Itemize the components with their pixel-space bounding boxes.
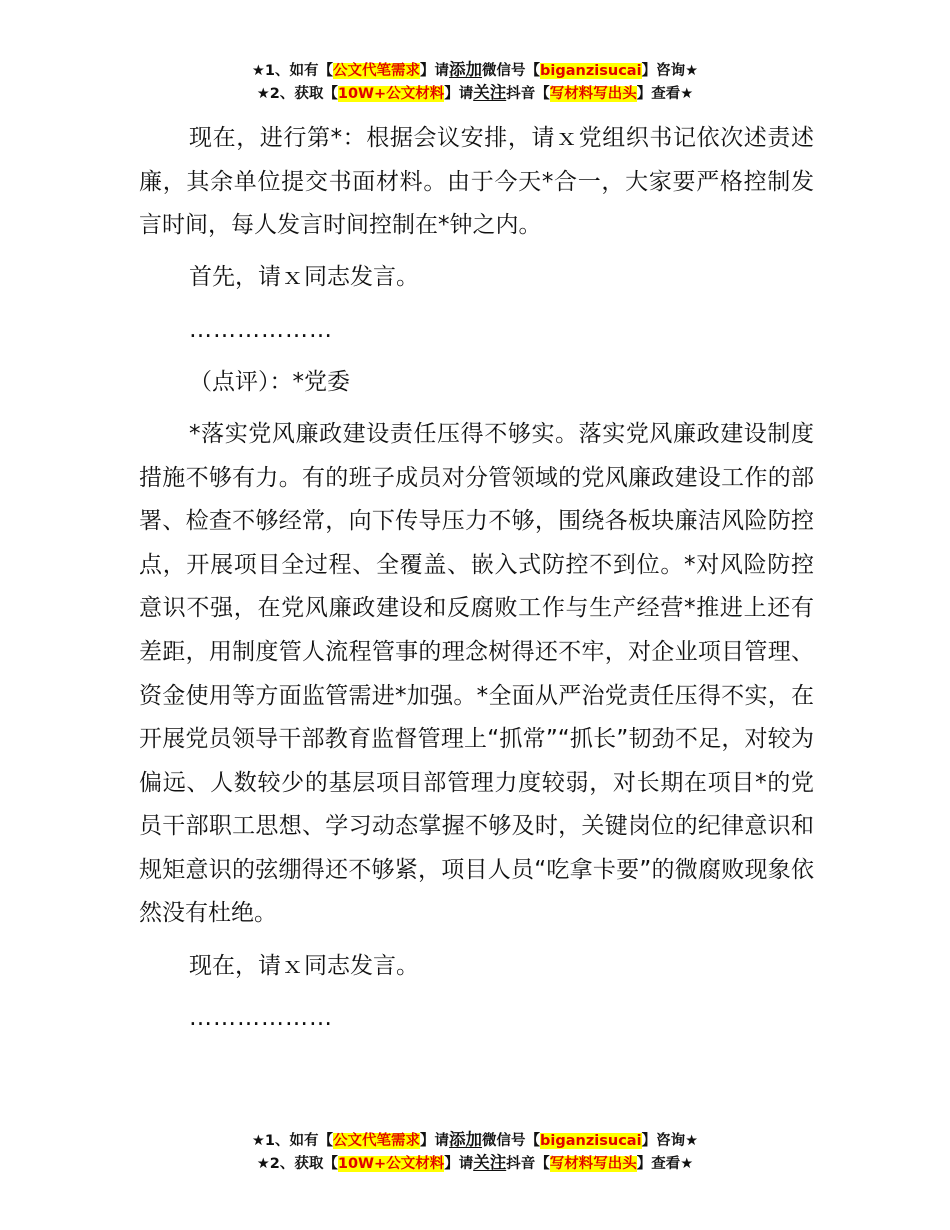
banner-text: 微信号【 xyxy=(482,63,541,79)
banner-text: 】请 xyxy=(420,63,450,79)
banner-douyin-id: 写材料写出头 xyxy=(549,1156,637,1172)
banner-text: ★2、获取【 xyxy=(256,1156,338,1172)
banner-text: 】查看★ xyxy=(636,1156,694,1172)
banner-highlight: 10W+公文材料 xyxy=(337,1156,445,1172)
header-banner xyxy=(0,59,950,105)
banner-text: 微信号【 xyxy=(482,1133,541,1149)
paragraph: 现在，进行第*：根据会议安排，请ｘ党组织书记依次述责述廉，其余单位提交书面材料。由于今天*合一，大家要严格控制发言时间，每人发言时间控制在*钟之内。 xyxy=(139,125,814,239)
banner-wechat-id: biganzisucai xyxy=(540,1133,642,1149)
banner-text: 】请 xyxy=(420,1133,450,1149)
banner-text: 抖音【 xyxy=(506,86,550,102)
banner-text: ★1、如有【 xyxy=(251,1133,334,1149)
banner-text: 】查看★ xyxy=(636,86,694,102)
paragraph: *落实党风廉政建设责任压得不够实。落实党风廉政建设制度措施不够有力。有的班子成员对分管领域的党风廉政建设工作的部署、检查不够经常，向下传导压力不够，围绕各板块廉洁风险防控点，开展项目全过程、全覆盖、嵌入式防控不到位。*对风险防控意识不强，在党风廉政建设和反腐败工作与生产经营*推进上还有差距，用制度管人流程管事的理念树得还不牢，对企业项目管理、资金使用等方面监管需进*加强。*全面从严治党责任压得不实，在开展党员领导干部教育监督管理上“抓常”“抓长”韧劲不足，对较为偏远、人数较少的基层项目部管理力度较弱，对长期在项目*的党员干部职工思想、学习动态掌握不够及时，关键岗位的纪律意识和规矩意识的弦绷得还不够紧，项目人员“吃拿卡要”的微腐败现象依然没有杜绝。 xyxy=(139,420,814,927)
ellipsis-line: ……………… xyxy=(189,1004,333,1031)
banner-text: 】请 xyxy=(444,86,474,102)
banner-douyin-id: 写材料写出头 xyxy=(549,86,637,102)
paragraph: 现在，请ｘ同志发言。 xyxy=(189,952,419,979)
banner-text: 抖音【 xyxy=(506,1156,550,1172)
banner-highlight: 公文代笔需求 xyxy=(333,1133,421,1149)
banner-text: ★2、获取【 xyxy=(256,86,338,102)
banner-text: 】请 xyxy=(444,1156,474,1172)
banner-text: 】咨询★ xyxy=(641,1133,699,1149)
document-body xyxy=(139,117,814,1049)
footer-banner xyxy=(0,1129,950,1175)
paragraph: 首先，请ｘ同志发言。 xyxy=(189,264,419,291)
banner-line-2 xyxy=(0,82,950,105)
banner-line-1 xyxy=(0,59,950,82)
banner-text: ★1、如有【 xyxy=(251,63,334,79)
banner-emphasis: 关注 xyxy=(473,1153,507,1172)
banner-highlight: 10W+公文材料 xyxy=(337,86,445,102)
ellipsis-line: ……………… xyxy=(189,316,333,343)
banner-emphasis: 关注 xyxy=(473,83,507,102)
banner-highlight: 公文代笔需求 xyxy=(333,63,421,79)
banner-wechat-id: biganzisucai xyxy=(540,63,642,79)
banner-emphasis: 添加 xyxy=(449,1130,483,1149)
banner-line-2 xyxy=(0,1152,950,1175)
banner-text: 】咨询★ xyxy=(641,63,699,79)
banner-emphasis: 添加 xyxy=(449,60,483,79)
paragraph: （点评）：*党委 xyxy=(189,368,350,395)
banner-line-1 xyxy=(0,1129,950,1152)
